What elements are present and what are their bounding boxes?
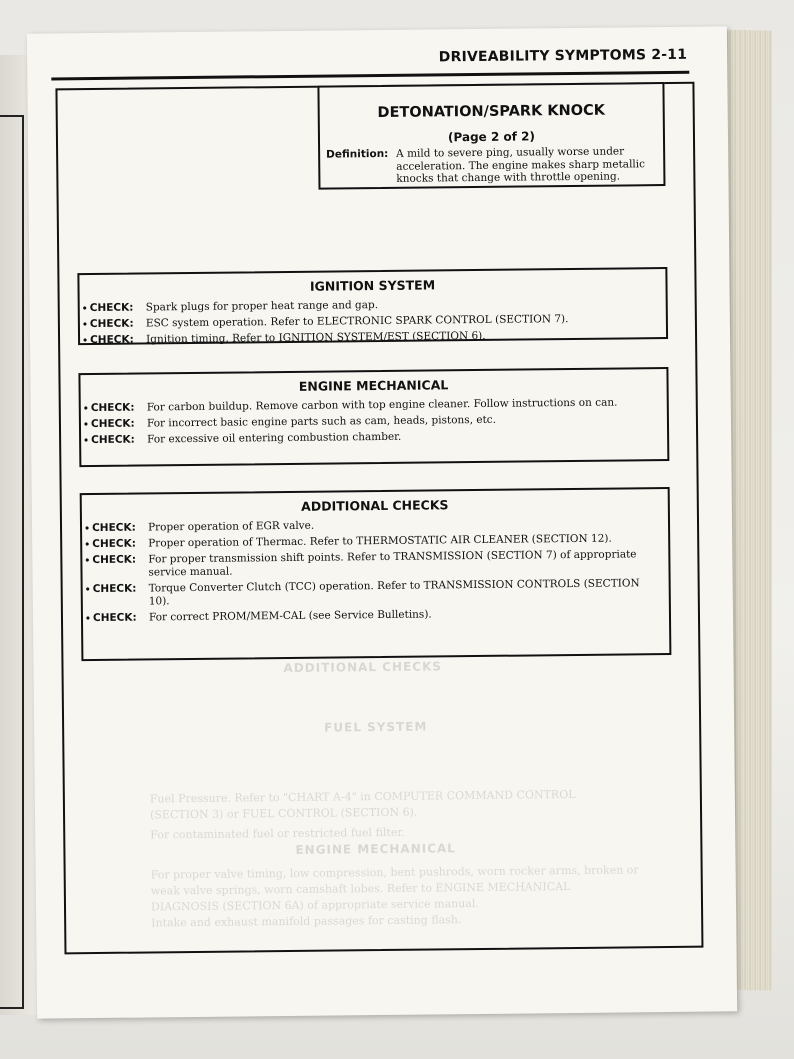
- check-text: For correct PROM/MEM-CAL (see Service Bulletins).: [148, 608, 432, 624]
- check-text: Proper operation of Thermac. Refer to THERMOSTATIC AIR CLEANER (SECTION 12).: [148, 532, 612, 550]
- check-label: CHECK:: [90, 333, 134, 347]
- page-title: DETONATION/SPARK KNOCK: [377, 102, 605, 122]
- check-text: For incorrect basic engine parts such as cam, heads, pistons, etc.: [146, 413, 497, 430]
- bullet-icon: •: [84, 612, 92, 626]
- check-label: CHECK:: [92, 537, 136, 551]
- check-text: For excessive oil entering combustion chamber.: [147, 430, 402, 446]
- check-text: ESC system operation. Refer to ELECTRONIC SPARK CONTROL (SECTION 7).: [145, 313, 569, 330]
- bleed-heading-fuel: FUEL SYSTEM: [324, 719, 428, 735]
- bullet-icon: •: [82, 434, 90, 448]
- check-text: Ignition timing. Refer to IGNITION SYSTEM/EST (SECTION 6).: [146, 329, 486, 346]
- section-additional-checks: [80, 487, 672, 661]
- bleed-line: Intake and exhaust manifold passages for casting flash.: [151, 913, 462, 930]
- check-label: CHECK:: [90, 417, 135, 431]
- check-label: CHECK:: [90, 401, 135, 415]
- section-title: IGNITION SYSTEM: [309, 277, 436, 294]
- definition-label: Definition:: [326, 147, 389, 161]
- check-label: CHECK:: [91, 521, 136, 535]
- check-item: [83, 606, 669, 625]
- check-text: Proper operation of EGR valve.: [147, 519, 315, 534]
- bleed-line: (SECTION 3) or FUEL CONTROL (SECTION 6).: [149, 805, 418, 822]
- check-label: CHECK:: [89, 317, 134, 331]
- manual-page: [27, 26, 737, 1018]
- check-label: CHECK:: [89, 301, 134, 315]
- bleed-heading-additional: ADDITIONAL CHECKS: [283, 659, 443, 676]
- check-label: CHECK:: [92, 611, 137, 625]
- facing-page-frame: [0, 115, 24, 1009]
- check-item: [83, 577, 669, 609]
- bleed-line: DIAGNOSIS (SECTION 6A) of appropriate service manual.: [150, 897, 479, 914]
- title-box: [317, 82, 665, 190]
- header-rule: [51, 71, 689, 81]
- check-item: [81, 428, 667, 447]
- bleed-heading-engine: ENGINE MECHANICAL: [295, 841, 456, 857]
- check-label: CHECK:: [91, 433, 135, 447]
- bleed-line: For proper valve timing, low compression, bent pushrods, worn rocker arms, broken or: [150, 863, 639, 882]
- section-title: ENGINE MECHANICAL: [298, 377, 449, 394]
- section-title: ADDITIONAL CHECKS: [301, 497, 449, 514]
- check-label: CHECK:: [92, 582, 137, 596]
- bullet-icon: •: [81, 334, 89, 348]
- bullet-icon: •: [83, 538, 91, 552]
- check-text: For proper transmission shift points. Refer to TRANSMISSION (SECTION 7) of appropriate service manual.: [148, 548, 637, 579]
- bullet-icon: •: [84, 554, 91, 568]
- check-text: Spark plugs for proper heat range and gap.: [145, 299, 379, 314]
- section-engine-mechanical: [78, 367, 669, 467]
- bullet-icon: •: [84, 583, 92, 597]
- bullet-icon: •: [82, 402, 90, 416]
- page-subtitle: (Page 2 of 2): [447, 129, 536, 145]
- definition: [326, 145, 657, 186]
- bleed-line: weak valve springs, worn camshaft lobes. Refer to ENGINE MECHANICAL: [150, 880, 571, 898]
- definition-text: A mild to severe ping, usually worse under acceleration. The engine makes sharp metallic knocks that change with throttle opening.: [396, 145, 646, 185]
- check-text: For carbon buildup. Remove carbon with top engine cleaner. Follow instructions on can.: [146, 396, 618, 414]
- bleed-line: Fuel Pressure. Refer to "CHART A-4" in COMPUTER COMMAND CONTROL: [149, 787, 576, 806]
- running-head: DRIVEABILITY SYMPTOMS 2-11: [438, 46, 688, 66]
- check-item: [82, 548, 668, 580]
- bullet-icon: •: [83, 522, 91, 536]
- section-ignition-system: [77, 267, 668, 348]
- check-label: CHECK:: [92, 553, 137, 567]
- bullet-icon: •: [82, 418, 90, 432]
- bullet-icon: •: [81, 318, 89, 332]
- check-text: Torque Converter Clutch (TCC) operation. Refer to TRANSMISSION CONTROLS (SECTION 10).: [148, 577, 640, 608]
- bleed-line: For contaminated fuel or restricted fuel filter.: [150, 825, 405, 842]
- bullet-icon: •: [81, 302, 89, 316]
